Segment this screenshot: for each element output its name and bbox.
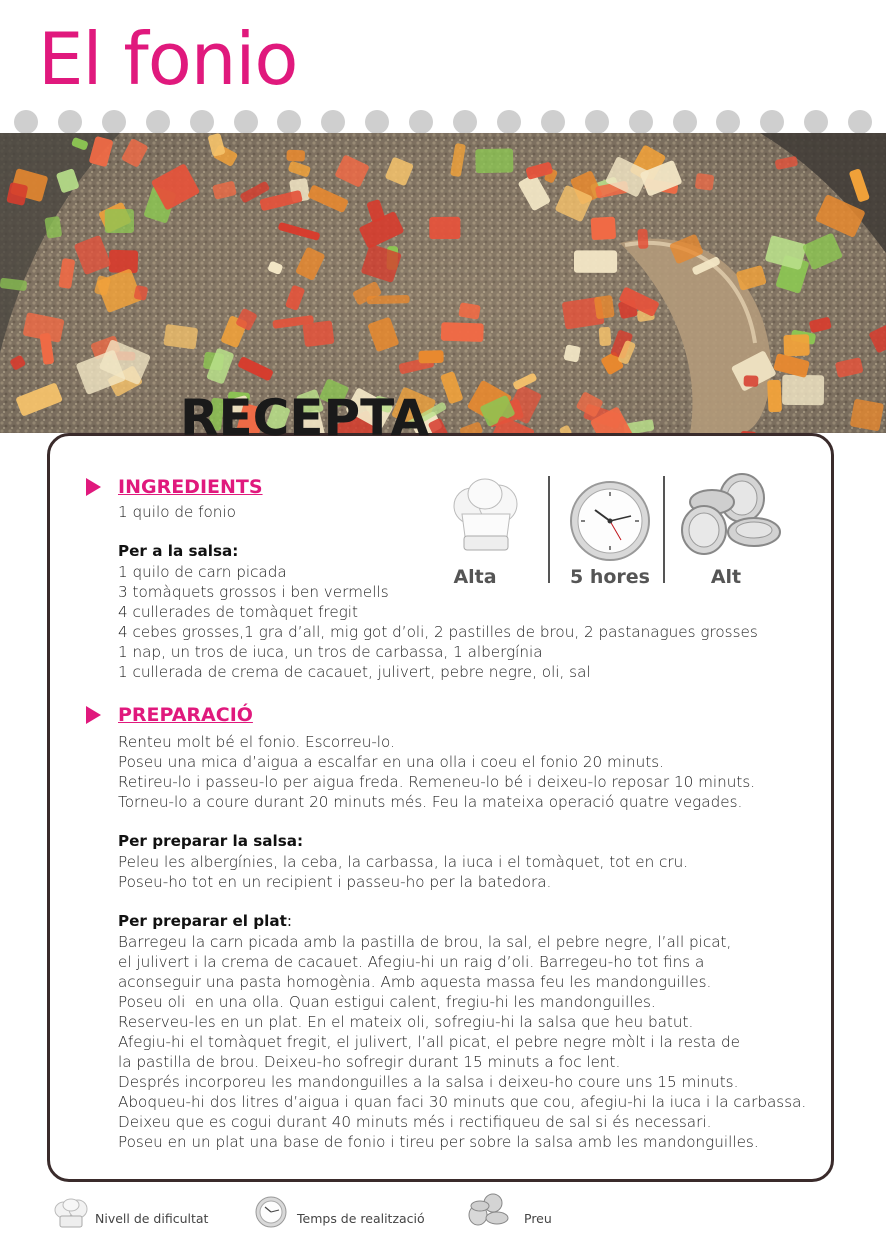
recepta-heading: RECEPTA [180, 389, 430, 447]
divider-dot [409, 110, 433, 134]
plat-step-9: Aboqueu-hi dos litres d’aigua i quan faci 30 minuts que cou, afegiu-hi la iuca i la carbassa. [118, 1093, 807, 1111]
vegetable-piece [594, 295, 615, 319]
plat-step-1: Barregeu la carn picada amb la pastilla de brou, la sal, el pebre negre, l’all picat, [118, 933, 732, 951]
legend-time: Temps de realització [297, 1211, 425, 1226]
divider-dot [629, 110, 653, 134]
salsa-prep-heading: Per preparar la salsa: [118, 832, 304, 850]
divider-dot [497, 110, 521, 134]
plat-step-5: Reserveu-les en un plat. En el mateix oli, sofregiu-hi la salsa que heu batut. [118, 1013, 694, 1031]
prep-step-3: Retireu-lo i passeu-lo per aigua freda. Remeneu-lo bé i deixeu-lo reposar 10 minuts. [118, 773, 756, 791]
divider-dot [716, 110, 740, 134]
divider-dot [14, 110, 38, 134]
vegetable-piece [302, 320, 334, 347]
salsa-ingredient-2: 3 tomàquets grossos i ben vermells [118, 583, 389, 601]
plat-prep-heading-colon: : [286, 912, 293, 930]
salsa-step-1: Peleu les albergínies, la ceba, la carbassa, la iuca i el tomàquet, tot en cru. [118, 853, 689, 871]
divider-dot [848, 110, 872, 134]
plat-prep-heading [118, 912, 292, 930]
vegetable-piece [850, 399, 884, 432]
vegetable-piece [418, 350, 443, 363]
plat-step-8: Després incorporeu les mandonguilles a la salsa i deixeu-ho coure uns 15 minuts. [118, 1073, 739, 1091]
divider-dot [277, 110, 301, 134]
stats-divider-1 [548, 476, 550, 583]
divider-dot [321, 110, 345, 134]
legend-difficulty: Nivell de dificultat [95, 1211, 209, 1226]
salsa-step-2: Poseu-ho tot en un recipient i passeu-ho per la batedora. [118, 873, 552, 891]
ingredient-fonio: 1 quilo de fonio [118, 503, 236, 521]
plat-step-2: el julivert i la crema de cacauet. Afegiu-hi un raig d’oli. Barregeu-ho tot fins a [118, 953, 705, 971]
legend-chef-hat-icon [54, 1198, 88, 1230]
salsa-ingredient-1: 1 quilo de carn picada [118, 563, 287, 581]
salsa-ingredient-6: 1 cullerada de crema de cacauet, julivert, pebre negre, oli, sal [118, 663, 591, 681]
divider-dot [541, 110, 565, 134]
vegetable-piece [563, 344, 581, 362]
vegetable-piece [286, 150, 305, 162]
dish-photo [0, 133, 886, 433]
vegetable-piece [599, 327, 612, 346]
divider-dot [673, 110, 697, 134]
vegetable-piece [591, 217, 617, 241]
time-value: 5 hores [570, 566, 650, 588]
vegetable-piece [695, 173, 715, 191]
vegetable-piece [429, 217, 460, 239]
vegetable-piece [743, 375, 758, 387]
preparation-heading: PREPARACIÓ [118, 704, 253, 726]
vegetable-piece [109, 250, 139, 273]
plat-step-3: aconseguir una pasta homogènia. Amb aquesta massa feu les mandonguilles. [118, 973, 712, 991]
vegetable-piece [441, 322, 484, 342]
salsa-ingredient-5: 1 nap, un tros de iuca, un tros de carbassa, 1 albergínia [118, 643, 543, 661]
plat-step-11: Poseu en un plat una base de fonio i tireu per sobre la salsa amb les mandonguilles. [118, 1133, 759, 1151]
preparation-bullet-icon [86, 706, 101, 724]
vegetable-piece [44, 216, 62, 239]
vegetable-piece [574, 250, 617, 272]
plat-step-6: Afegiu-hi el tomàquet fregit, el julivert, l’all picat, el pebre negre mòlt i la resta de [118, 1033, 740, 1051]
divider-dot [453, 110, 477, 134]
divider-dot [585, 110, 609, 134]
divider-dot [804, 110, 828, 134]
divider-dot [234, 110, 258, 134]
salsa-ingredient-4: 4 cebes grosses,1 gra d’all, mig got d’oli, 2 pastilles de brou, 2 pastanagues grosses [118, 623, 758, 641]
legend-coins-icon [466, 1193, 510, 1229]
plat-prep-heading-text: Per preparar el plat [118, 912, 287, 930]
prep-step-2: Poseu una mica d’aigua a escalfar en una olla i coeu el fonio 20 minuts. [118, 753, 665, 771]
divider-dot [365, 110, 389, 134]
vegetable-piece [783, 334, 809, 356]
vegetable-piece [163, 324, 198, 350]
plat-step-7: la pastilla de brou. Deixeu-ho sofregir durant 15 minuts a foc lent. [118, 1053, 621, 1071]
clock-icon [569, 480, 651, 562]
divider-dot [190, 110, 214, 134]
vegetable-piece [767, 380, 782, 413]
page-title: El fonio [38, 17, 298, 101]
prep-step-4: Torneu-lo a coure durant 20 minuts més. Feu la mateixa operació quatre vegades. [118, 793, 743, 811]
prep-step-1: Renteu molt bé el fonio. Escorreu-lo. [118, 733, 395, 751]
price-value: Alt [710, 566, 742, 588]
dotted-divider [14, 111, 874, 133]
vegetable-piece [105, 209, 134, 233]
salsa-ingredient-3: 4 cullerades de tomàquet fregit [118, 603, 358, 621]
vegetable-piece [475, 148, 513, 173]
plat-step-10: Deixeu que es cogui durant 40 minuts més i rectifiqueu de sal si és necessari. [118, 1113, 712, 1131]
divider-dot [58, 110, 82, 134]
vegetable-piece [637, 229, 648, 249]
ingredients-bullet-icon [86, 478, 101, 496]
legend-clock-icon [255, 1196, 287, 1228]
vegetable-piece [367, 295, 410, 304]
salsa-ingredients-heading: Per a la salsa: [118, 542, 239, 560]
legend-price: Preu [524, 1211, 552, 1226]
divider-dot [760, 110, 784, 134]
difficulty-value: Alta [453, 566, 497, 588]
fonio-dish-illustration [0, 133, 886, 433]
divider-dot [146, 110, 170, 134]
coins-icon [678, 472, 786, 560]
divider-dot [102, 110, 126, 134]
plat-step-4: Poseu oli en una olla. Quan estigui calent, fregiu-hi les mandonguilles. [118, 993, 656, 1011]
stats-divider-2 [663, 476, 665, 583]
vegetable-piece [782, 375, 824, 406]
ingredients-heading: INGREDIENTS [118, 476, 263, 498]
chef-hat-icon [452, 478, 518, 558]
